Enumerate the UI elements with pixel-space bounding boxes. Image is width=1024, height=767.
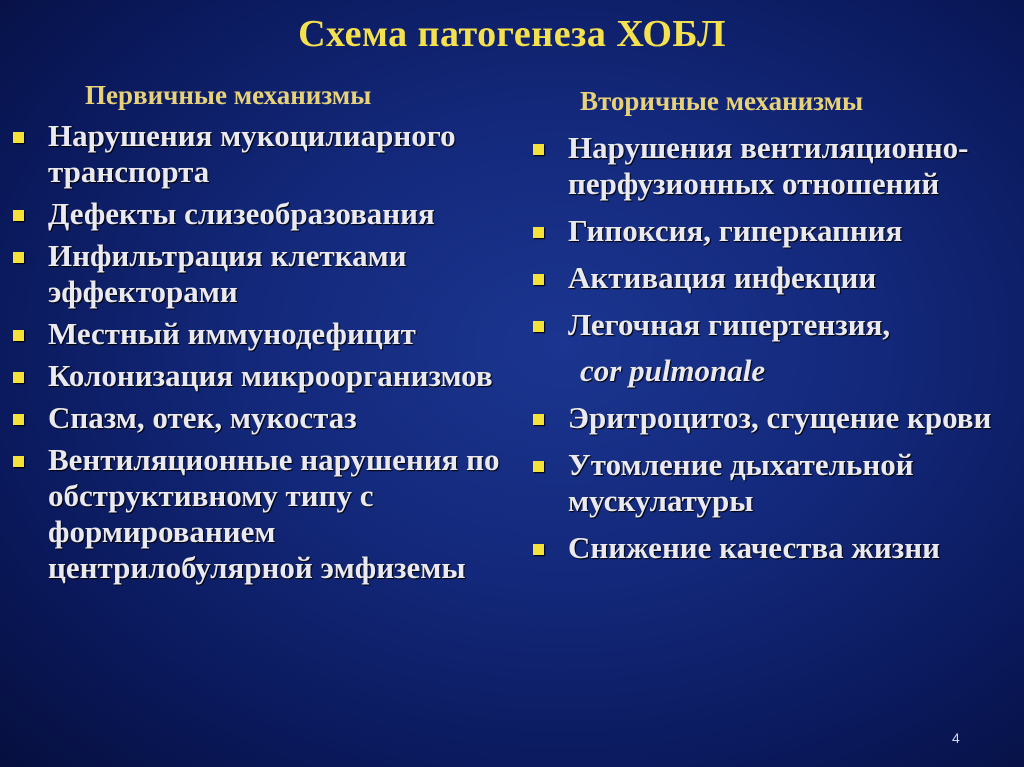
secondary-mechanisms-list <box>530 130 1020 577</box>
list-item <box>530 260 1020 296</box>
square-bullet-icon <box>13 330 24 341</box>
item-text: Нарушения мукоцилиарного транспорта <box>48 118 456 189</box>
list-item <box>10 442 520 586</box>
square-bullet-icon <box>533 461 544 472</box>
square-bullet-icon <box>13 456 24 467</box>
item-text: Колонизация микроорганизмов <box>48 358 493 393</box>
list-item <box>10 400 520 436</box>
item-text: Активация инфекции <box>568 260 877 295</box>
list-item <box>10 316 520 352</box>
item-text: Местный иммунодефицит <box>48 316 416 351</box>
square-bullet-icon <box>13 372 24 383</box>
secondary-mechanisms-heading: Вторичные механизмы <box>580 86 864 116</box>
list-item <box>530 307 1020 389</box>
item-text: Нарушения вентиляционно-перфузионных отношений <box>568 130 969 201</box>
list-item <box>10 196 520 232</box>
item-text: Инфильтрация клетками эффекторами <box>48 238 407 309</box>
item-text: Гипоксия, гиперкапния <box>568 213 903 248</box>
item-text: Снижение качества жизни <box>568 530 940 565</box>
list-item <box>10 238 520 310</box>
primary-mechanisms-heading: Первичные механизмы <box>85 80 372 110</box>
item-text: Легочная гипертензия, <box>568 307 891 342</box>
primary-mechanisms-list <box>10 118 520 592</box>
square-bullet-icon <box>13 210 24 221</box>
square-bullet-icon <box>13 252 24 263</box>
item-text: Спазм, отек, мукостаз <box>48 400 357 435</box>
item-text: Дефекты слизеобразования <box>48 196 435 231</box>
square-bullet-icon <box>533 414 544 425</box>
list-item <box>530 400 1020 436</box>
list-item <box>530 130 1020 202</box>
square-bullet-icon <box>533 227 544 238</box>
item-text: Вентиляционные нарушения по обструктивному типу с формированием центрилобулярной эмфиземы <box>48 442 500 585</box>
page-number: 4 <box>952 730 960 746</box>
square-bullet-icon <box>533 274 544 285</box>
square-bullet-icon <box>13 132 24 143</box>
square-bullet-icon <box>533 321 544 332</box>
square-bullet-icon <box>13 414 24 425</box>
item-text: Эритроцитоз, сгущение крови <box>568 400 992 435</box>
item-text: Утомление дыхательной мускулатуры <box>568 447 914 518</box>
cor-pulmonale-note: cor pulmonale <box>580 353 766 388</box>
slide-title: Схема патогенеза ХОБЛ <box>298 13 726 55</box>
square-bullet-icon <box>533 144 544 155</box>
list-item <box>10 358 520 394</box>
list-item <box>530 530 1020 566</box>
square-bullet-icon <box>533 544 544 555</box>
list-item <box>10 118 520 190</box>
list-item <box>530 447 1020 519</box>
list-item <box>530 213 1020 249</box>
